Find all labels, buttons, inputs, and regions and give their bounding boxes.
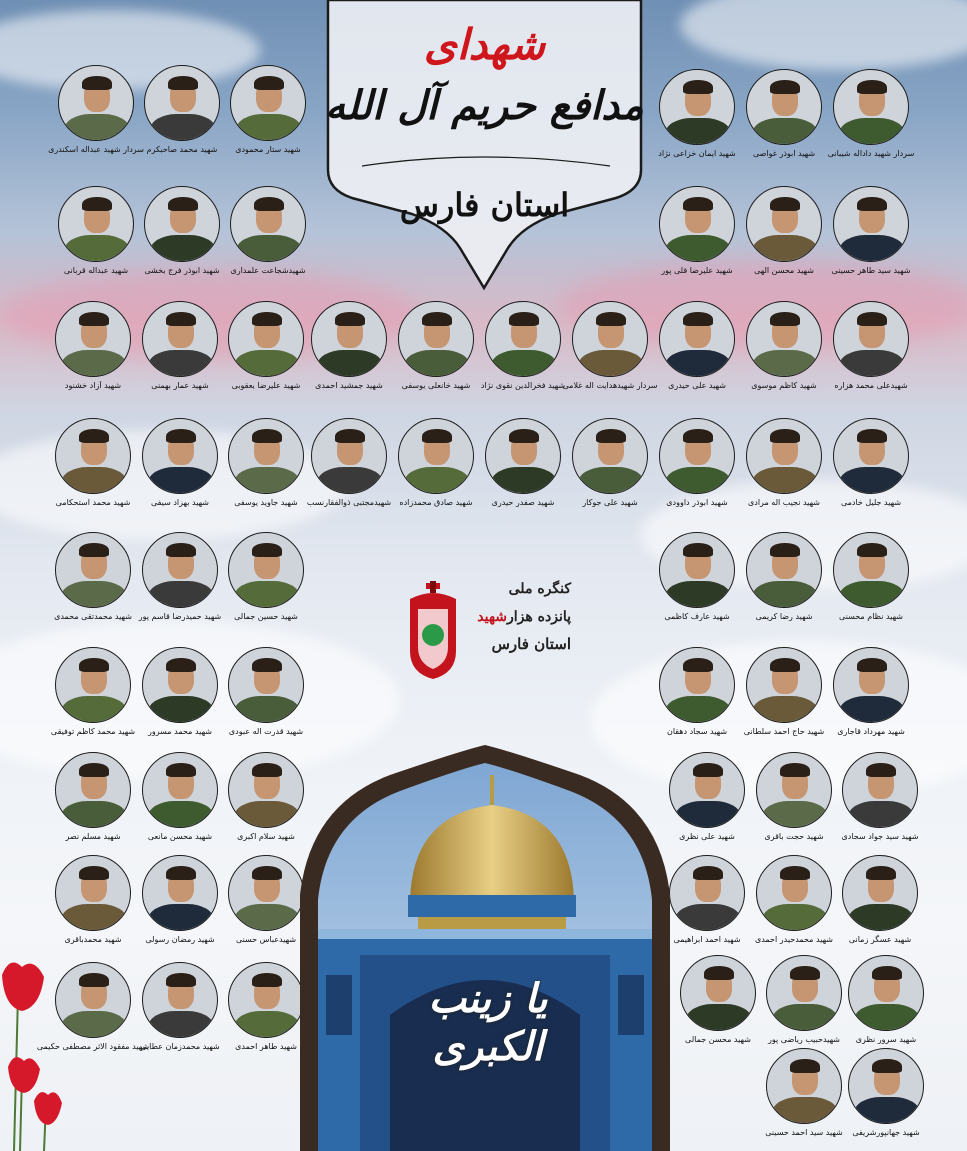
uniform-icon bbox=[762, 904, 828, 931]
hair-icon bbox=[790, 966, 820, 980]
hair-icon bbox=[866, 763, 896, 777]
uniform-icon bbox=[234, 581, 300, 608]
martyr-portrait bbox=[228, 962, 304, 1038]
martyr-name: شهید نظام محسنی bbox=[839, 612, 903, 621]
hair-icon bbox=[596, 429, 626, 443]
martyr-name: شهید جهانپورشریفی bbox=[852, 1128, 920, 1137]
uniform-icon bbox=[150, 114, 216, 141]
hair-icon bbox=[770, 197, 800, 211]
uniform-icon bbox=[61, 904, 127, 931]
martyr-name: شهید محمدباقری bbox=[64, 935, 122, 944]
uniform-icon bbox=[839, 696, 905, 723]
uniform-icon bbox=[148, 467, 214, 494]
martyr-portrait bbox=[572, 301, 648, 377]
martyr-name: شهید علی حیدری bbox=[668, 381, 726, 390]
martyr-portrait bbox=[228, 418, 304, 494]
martyr-portrait bbox=[659, 418, 735, 494]
martyr-portrait bbox=[833, 186, 909, 262]
hair-icon bbox=[168, 76, 198, 90]
martyr-portrait bbox=[746, 647, 822, 723]
hair-icon bbox=[168, 197, 198, 211]
hair-icon bbox=[770, 312, 800, 326]
martyr-portrait bbox=[55, 855, 131, 931]
martyr-portrait bbox=[669, 855, 745, 931]
hair-icon bbox=[857, 80, 887, 94]
martyr-portrait bbox=[746, 532, 822, 608]
martyr-name: شهید مسلم نصر bbox=[65, 832, 121, 841]
uniform-icon bbox=[762, 801, 828, 828]
hair-icon bbox=[82, 197, 112, 211]
martyr-name: شهید حسین جمالی bbox=[234, 612, 298, 621]
martyr-name: شهید محمد صاحبکرم bbox=[146, 145, 218, 154]
martyr-portrait bbox=[228, 532, 304, 608]
hair-icon bbox=[683, 312, 713, 326]
martyr-name: شهید عسگر زمانی bbox=[848, 935, 912, 944]
martyr-portrait bbox=[746, 69, 822, 145]
uniform-icon bbox=[491, 350, 557, 377]
hair-icon bbox=[704, 966, 734, 980]
uniform-icon bbox=[61, 350, 127, 377]
hair-icon bbox=[509, 429, 539, 443]
uniform-icon bbox=[675, 801, 741, 828]
martyr-name: شهیدمجتبی ذوالفقارنسب bbox=[306, 498, 392, 507]
martyr-name: شهید صفدر حیدری bbox=[491, 498, 555, 507]
hair-icon bbox=[166, 543, 196, 557]
hair-icon bbox=[683, 429, 713, 443]
hair-icon bbox=[166, 973, 196, 987]
martyr-name: شهید کاظم موسوی bbox=[751, 381, 817, 390]
martyr-name: شهید محمد کاظم توفیقی bbox=[50, 727, 136, 736]
martyr-name: شهید حمیدرضا قاسم پور bbox=[138, 612, 222, 621]
uniform-icon bbox=[148, 696, 214, 723]
martyr-portrait bbox=[680, 955, 756, 1031]
uniform-icon bbox=[61, 581, 127, 608]
martyr-name: شهید سلام اکبری bbox=[237, 832, 295, 841]
uniform-icon bbox=[665, 350, 731, 377]
hair-icon bbox=[166, 866, 196, 880]
martyr-name: شهید عارف کاظمی bbox=[664, 612, 730, 621]
logo-line-2-red: شهید bbox=[477, 609, 508, 625]
hair-icon bbox=[252, 658, 282, 672]
martyr-portrait bbox=[659, 647, 735, 723]
uniform-icon bbox=[665, 696, 731, 723]
hair-icon bbox=[770, 543, 800, 557]
hair-icon bbox=[596, 312, 626, 326]
uniform-icon bbox=[61, 696, 127, 723]
martyr-portrait bbox=[833, 301, 909, 377]
hair-icon bbox=[857, 429, 887, 443]
martyr-name: شهید حاج احمد سلطانی bbox=[743, 727, 825, 736]
martyr-portrait bbox=[311, 301, 387, 377]
logo-line-2-prefix: پانزده هزار bbox=[507, 609, 571, 625]
uniform-icon bbox=[234, 904, 300, 931]
hair-icon bbox=[422, 429, 452, 443]
martyr-name: شهید علی جوکار bbox=[582, 498, 638, 507]
martyr-portrait bbox=[848, 1048, 924, 1124]
hair-icon bbox=[254, 76, 284, 90]
hair-icon bbox=[252, 543, 282, 557]
martyr-portrait bbox=[55, 418, 131, 494]
martyr-name: شهیدشجاعت علمداری bbox=[230, 266, 306, 275]
uniform-icon bbox=[848, 801, 914, 828]
martyr-name: شهید ابوذر فرج بخشی bbox=[144, 266, 220, 275]
martyr-portrait bbox=[766, 955, 842, 1031]
uniform-icon bbox=[234, 1011, 300, 1038]
logo-line-2 bbox=[461, 609, 571, 625]
uniform-icon bbox=[839, 235, 905, 262]
uniform-icon bbox=[148, 350, 214, 377]
hair-icon bbox=[683, 658, 713, 672]
hair-icon bbox=[770, 80, 800, 94]
martyr-portrait bbox=[55, 301, 131, 377]
martyr-name: شهید ایمان خزاعی نژاد bbox=[658, 149, 736, 158]
martyr-name: سردار شهید داداله شیبانی bbox=[827, 149, 915, 158]
martyr-name: شهید طاهر احمدی bbox=[235, 1042, 297, 1051]
hair-icon bbox=[79, 429, 109, 443]
hair-icon bbox=[79, 973, 109, 987]
martyr-portrait bbox=[55, 647, 131, 723]
uniform-icon bbox=[578, 350, 644, 377]
martyr-portrait bbox=[746, 301, 822, 377]
uniform-icon bbox=[317, 350, 383, 377]
martyr-name: شهید مفقود الاثر مصطفی حکیمی bbox=[36, 1042, 150, 1051]
hair-icon bbox=[252, 312, 282, 326]
martyr-name: شهید احمد ابراهیمی bbox=[673, 935, 741, 944]
hair-icon bbox=[866, 866, 896, 880]
martyr-portrait bbox=[572, 418, 648, 494]
uniform-icon bbox=[675, 904, 741, 931]
hair-icon bbox=[166, 763, 196, 777]
martyr-name: سردار شهیدهدایت اله غلامی bbox=[562, 381, 658, 390]
logo-line-3: استان فارس bbox=[491, 635, 571, 653]
martyr-name: شهید حجت باقری bbox=[764, 832, 824, 841]
martyr-portrait bbox=[659, 69, 735, 145]
title-province: استان فارس bbox=[399, 186, 570, 224]
hair-icon bbox=[780, 866, 810, 880]
title-line-1: شهدای bbox=[423, 20, 546, 69]
uniform-icon bbox=[64, 235, 130, 262]
martyr-portrait bbox=[833, 532, 909, 608]
hair-icon bbox=[509, 312, 539, 326]
hair-icon bbox=[683, 80, 713, 94]
uniform-icon bbox=[772, 1097, 838, 1124]
martyr-portrait bbox=[766, 1048, 842, 1124]
martyr-portrait bbox=[142, 532, 218, 608]
martyr-portrait bbox=[142, 855, 218, 931]
martyr-portrait bbox=[142, 962, 218, 1038]
uniform-icon bbox=[317, 467, 383, 494]
martyr-name: شهید علیرضا قلی پور bbox=[661, 266, 733, 275]
martyr-name: شهیدعباس حسنی bbox=[235, 935, 297, 944]
martyr-portrait bbox=[485, 301, 561, 377]
uniform-icon bbox=[772, 1004, 838, 1031]
hair-icon bbox=[683, 543, 713, 557]
martyr-portrait bbox=[144, 186, 220, 262]
martyr-portrait bbox=[55, 752, 131, 828]
martyr-portrait bbox=[58, 65, 134, 141]
tulips-icon bbox=[0, 955, 80, 1151]
uniform-icon bbox=[848, 904, 914, 931]
martyr-name: شهید ابوذر غواصی bbox=[752, 149, 816, 158]
uniform-icon bbox=[839, 581, 905, 608]
uniform-icon bbox=[578, 467, 644, 494]
martyr-name: شهید مهرداد قاجاری bbox=[837, 727, 905, 736]
martyr-portrait bbox=[659, 301, 735, 377]
uniform-icon bbox=[752, 350, 818, 377]
uniform-icon bbox=[752, 118, 818, 145]
uniform-icon bbox=[148, 801, 214, 828]
martyr-portrait bbox=[228, 855, 304, 931]
uniform-icon bbox=[839, 350, 905, 377]
martyr-name: شهید عبداله قربانی bbox=[63, 266, 129, 275]
hair-icon bbox=[254, 197, 284, 211]
martyr-portrait bbox=[142, 418, 218, 494]
martyr-name: شهیدعلی محمد هزاره bbox=[834, 381, 908, 390]
martyr-name: شهید عمار بهمنی bbox=[151, 381, 209, 390]
uniform-icon bbox=[854, 1097, 920, 1124]
uniform-icon bbox=[752, 581, 818, 608]
hair-icon bbox=[693, 866, 723, 880]
hair-icon bbox=[335, 429, 365, 443]
martyr-name: شهید علی نظری bbox=[679, 832, 735, 841]
martyr-portrait bbox=[848, 955, 924, 1031]
hair-icon bbox=[252, 429, 282, 443]
martyr-portrait bbox=[659, 186, 735, 262]
hair-icon bbox=[693, 763, 723, 777]
martyr-name: شهید محمد مسرور bbox=[148, 727, 212, 736]
uniform-icon bbox=[404, 350, 470, 377]
uniform-icon bbox=[148, 904, 214, 931]
martyr-name: شهید ستار محمودی bbox=[235, 145, 301, 154]
martyr-portrait bbox=[398, 418, 474, 494]
martyr-portrait bbox=[746, 186, 822, 262]
hair-icon bbox=[79, 312, 109, 326]
hair-icon bbox=[683, 197, 713, 211]
martyr-name: شهید فخرالدین نقوی نژاد bbox=[480, 381, 566, 390]
martyr-name: شهید محمد استحکامی bbox=[55, 498, 131, 507]
hair-icon bbox=[770, 429, 800, 443]
uniform-icon bbox=[236, 235, 302, 262]
martyr-name: شهید رضا کریمی bbox=[755, 612, 813, 621]
martyr-name: شهید رمضان رسولی bbox=[145, 935, 215, 944]
hair-icon bbox=[79, 658, 109, 672]
martyr-portrait bbox=[230, 186, 306, 262]
uniform-icon bbox=[234, 350, 300, 377]
uniform-icon bbox=[839, 118, 905, 145]
martyr-name: شهید سرور نظری bbox=[855, 1035, 917, 1044]
hair-icon bbox=[872, 966, 902, 980]
martyr-portrait bbox=[833, 418, 909, 494]
uniform-icon bbox=[64, 114, 130, 141]
martyr-name: شهید خانعلی یوسفی bbox=[401, 381, 471, 390]
uniform-icon bbox=[150, 235, 216, 262]
martyr-portrait bbox=[756, 752, 832, 828]
martyr-name: شهید محسن مانعی bbox=[147, 832, 213, 841]
martyr-name: شهید محسن الهی bbox=[754, 266, 814, 275]
martyr-portrait bbox=[842, 752, 918, 828]
hair-icon bbox=[82, 76, 112, 90]
martyr-name: شهیدحبیب ریاضی پور bbox=[768, 1035, 840, 1044]
martyr-portrait bbox=[485, 418, 561, 494]
martyr-portrait bbox=[142, 647, 218, 723]
martyr-name: شهید ابوذر داوودی bbox=[666, 498, 728, 507]
hair-icon bbox=[252, 866, 282, 880]
logo-line-1: کنگره ملی bbox=[508, 581, 571, 597]
hair-icon bbox=[166, 429, 196, 443]
uniform-icon bbox=[752, 467, 818, 494]
martyr-name: شهید محمدتقی محمدی bbox=[54, 612, 132, 621]
martyr-portrait bbox=[756, 855, 832, 931]
martyr-portrait bbox=[55, 532, 131, 608]
martyr-portrait bbox=[228, 301, 304, 377]
shrine-calligraphy: یا زینب الکبری bbox=[428, 975, 548, 1070]
martyr-name: شهید سید احمد حسینی bbox=[765, 1128, 843, 1137]
martyr-name: شهید جمشید احمدی bbox=[315, 381, 383, 390]
uniform-icon bbox=[148, 1011, 214, 1038]
martyr-name: سردار شهید عبداله اسکندری bbox=[48, 145, 144, 154]
uniform-icon bbox=[234, 467, 300, 494]
martyr-portrait bbox=[144, 65, 220, 141]
martyr-portrait bbox=[842, 855, 918, 931]
uniform-icon bbox=[665, 467, 731, 494]
martyr-name: شهید محمدحیدر احمدی bbox=[754, 935, 834, 944]
uniform-icon bbox=[61, 467, 127, 494]
hair-icon bbox=[166, 658, 196, 672]
hair-icon bbox=[857, 543, 887, 557]
uniform-icon bbox=[752, 235, 818, 262]
martyr-name: شهید نجیب اله مرادی bbox=[748, 498, 820, 507]
uniform-icon bbox=[236, 114, 302, 141]
uniform-icon bbox=[665, 581, 731, 608]
uniform-icon bbox=[148, 581, 214, 608]
uniform-icon bbox=[665, 235, 731, 262]
martyr-portrait bbox=[746, 418, 822, 494]
martyr-name: شهید جاوید یوسفی bbox=[234, 498, 298, 507]
hair-icon bbox=[335, 312, 365, 326]
congress-logo bbox=[400, 575, 575, 685]
martyr-name: شهید قدرت اله عبودی bbox=[228, 727, 304, 736]
hair-icon bbox=[857, 658, 887, 672]
uniform-icon bbox=[665, 118, 731, 145]
martyr-portrait bbox=[311, 418, 387, 494]
hair-icon bbox=[252, 763, 282, 777]
hair-icon bbox=[79, 543, 109, 557]
hair-icon bbox=[790, 1059, 820, 1073]
martyr-portrait bbox=[142, 301, 218, 377]
martyr-portrait bbox=[228, 752, 304, 828]
title-line-2: مدافع حریم آل الله bbox=[325, 82, 644, 129]
uniform-icon bbox=[686, 1004, 752, 1031]
congress-emblem-icon bbox=[404, 581, 462, 681]
hair-icon bbox=[770, 658, 800, 672]
hair-icon bbox=[857, 197, 887, 211]
uniform-icon bbox=[234, 801, 300, 828]
martyr-portrait bbox=[669, 752, 745, 828]
uniform-icon bbox=[854, 1004, 920, 1031]
martyr-name: شهید سید جواد سجادی bbox=[841, 832, 919, 841]
martyr-portrait bbox=[58, 186, 134, 262]
martyr-name: شهید بهزاد سیفی bbox=[150, 498, 210, 507]
martyr-portrait bbox=[142, 752, 218, 828]
hair-icon bbox=[79, 866, 109, 880]
martyr-name: شهید محمدزمان عطایی bbox=[140, 1042, 220, 1051]
martyr-name: شهید سید طاهر حسینی bbox=[831, 266, 911, 275]
martyr-portrait bbox=[230, 65, 306, 141]
uniform-icon bbox=[61, 801, 127, 828]
martyr-name: شهید محسن جمالی bbox=[685, 1035, 751, 1044]
hair-icon bbox=[166, 312, 196, 326]
hair-icon bbox=[872, 1059, 902, 1073]
martyr-portrait bbox=[659, 532, 735, 608]
martyr-portrait bbox=[228, 647, 304, 723]
title-shield bbox=[322, 0, 647, 292]
uniform-icon bbox=[234, 696, 300, 723]
martyr-name: شهید جلیل خادمی bbox=[840, 498, 902, 507]
uniform-icon bbox=[752, 696, 818, 723]
martyr-name: شهید آزاد خشنود bbox=[64, 381, 122, 390]
hair-icon bbox=[857, 312, 887, 326]
hair-icon bbox=[422, 312, 452, 326]
martyr-portrait bbox=[833, 69, 909, 145]
uniform-icon bbox=[404, 467, 470, 494]
martyr-name: شهید علیرضا یعقوبی bbox=[231, 381, 301, 390]
hair-icon bbox=[780, 763, 810, 777]
hair-icon bbox=[252, 973, 282, 987]
martyr-portrait bbox=[833, 647, 909, 723]
martyr-name: شهید سجاد دهقان bbox=[666, 727, 728, 736]
martyr-portrait bbox=[398, 301, 474, 377]
martyr-name: شهید صادق محمدزاده bbox=[399, 498, 473, 507]
uniform-icon bbox=[839, 467, 905, 494]
hair-icon bbox=[79, 763, 109, 777]
uniform-icon bbox=[491, 467, 557, 494]
